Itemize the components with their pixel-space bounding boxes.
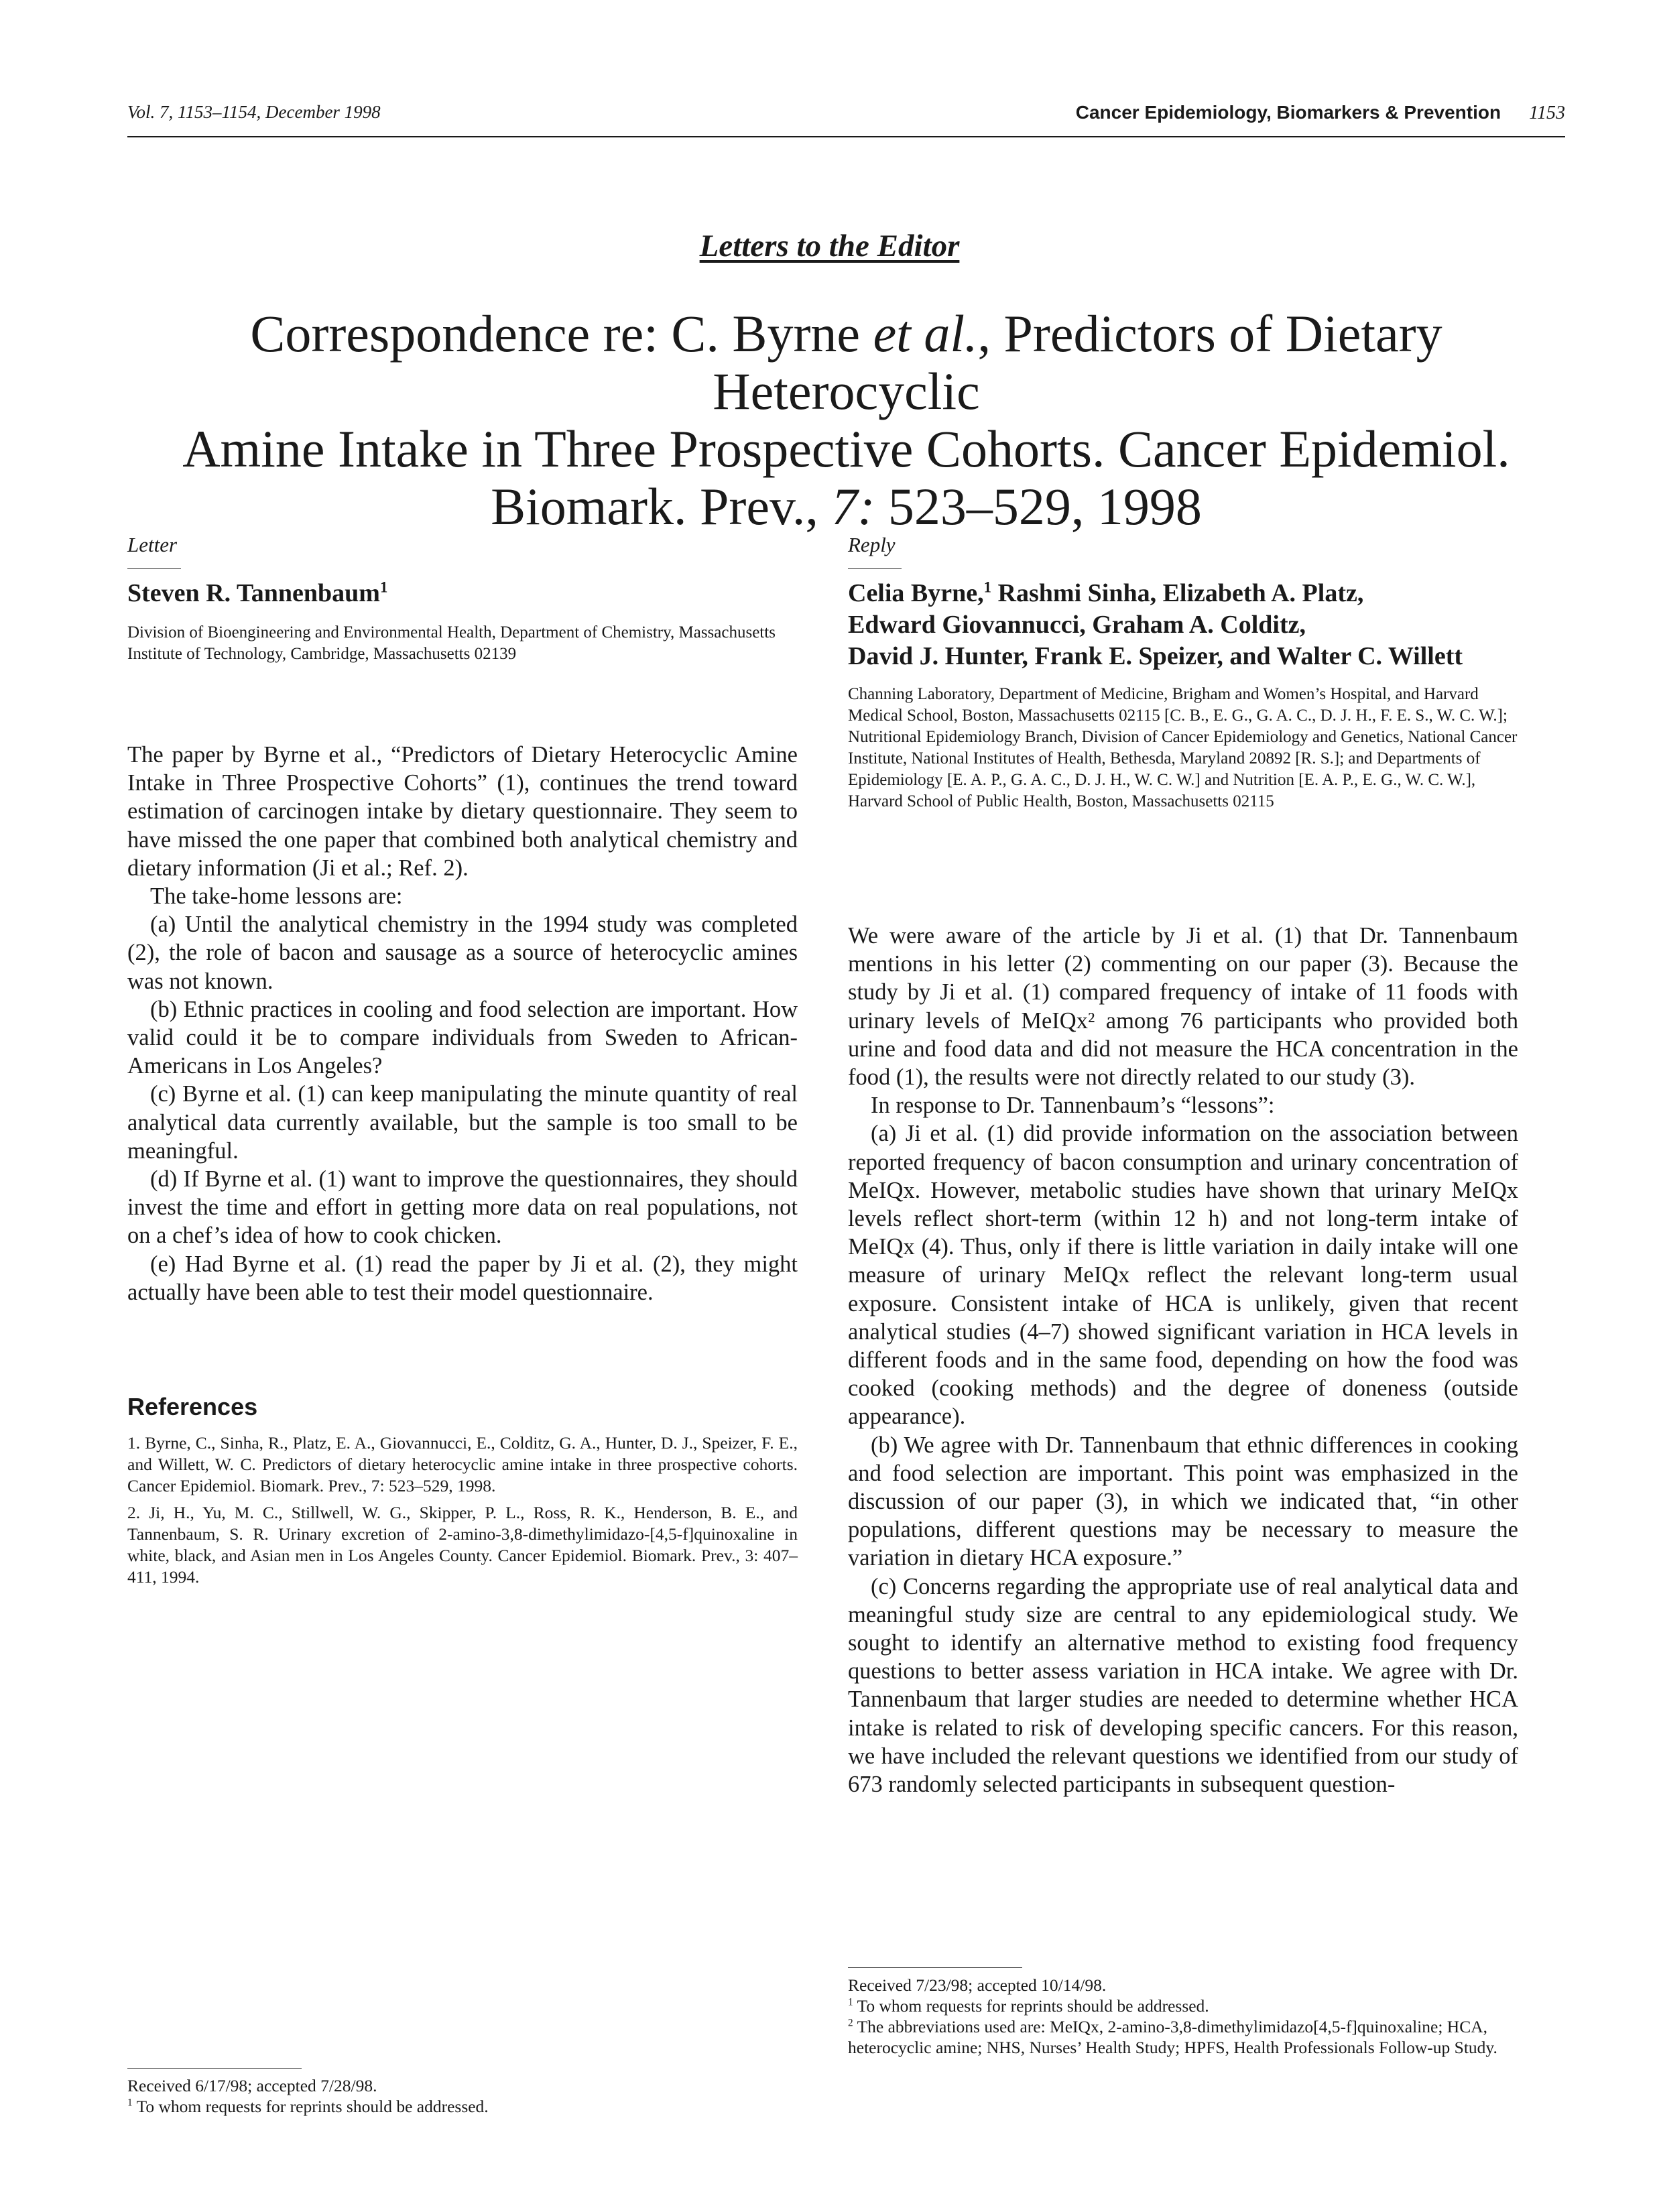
reply-author-line: Edward Giovannucci, Graham A. Colditz, [848, 611, 1306, 639]
letter-received-note: Received 6/17/98; accepted 7/28/98. [127, 2076, 377, 2095]
reply-label: Reply [848, 533, 896, 556]
reply-author-line: David J. Hunter, Frank E. Speizer, and Walter C. Willett [848, 642, 1463, 670]
reply-paragraph: (c) Concerns regarding the appropriate use of real analytical data and meaningful study size are central to any epidemiological study. We sought to identify an alternative method to existing food frequency questions to better assess variation in HCA intake. We agree with Dr. Tannenbaum that larger studies are needed to determine whether HCA intake is related to risk of developing specific cancers. For this reason, we have included the relevant questions we identified from our study of 673 randomly selected participants in subsequent question- [848, 1573, 1518, 1798]
reference-item: 1. Byrne, C., Sinha, R., Platz, E. A., Giovannucci, E., Colditz, G. A., Hunter, D. J., Speizer, F. E., and Willett, W. C. Predictors of dietary heterocyclic amine intake in three prospective cohorts. Cancer Epidemiol. Biomark. Prev., 7: 523–529, 1998. [127, 1433, 798, 1495]
reply-footnote-rule [848, 1967, 1022, 1968]
reply-authors [848, 578, 1518, 672]
letter-author: Steven R. Tannenbaum$^1$ [127, 578, 388, 607]
letter-paragraph: (b) Ethnic practices in cooling and food selection are important. How valid could it be to compare individuals from Sweden to African-Americans in Los Angeles? [127, 996, 798, 1079]
title-line-3: Biomark. Prev., 7: 523–529, 1998 [491, 477, 1202, 536]
letter-affiliation: Division of Bioengineering and Environmental Health, Department of Chemistry, Massachusetts Institute of Technology, Cambridge, Massachusetts 02139 [127, 623, 776, 663]
letter-paragraph: (e) Had Byrne et al. (1) read the paper by Ji et al. (2), they might actually have been able to test their model questionnaire. [127, 1251, 798, 1305]
reply-label-rule [848, 568, 902, 569]
title-line-2: Amine Intake in Three Prospective Cohorts. Cancer Epidemiol. [182, 420, 1510, 478]
reference-item: 2. Ji, H., Yu, M. C., Stillwell, W. G., Skipper, P. L., Ross, R. K., Henderson, B. E., and Tannenbaum, S. R. Urinary excretion of 2-amino-3,8-dimethylimidazo-[4,5-f]quinoxaline in white, black, and Asian men in Los Angeles County. Cancer Epidemiol. Biomark. Prev., 3: 407–411, 1994. [127, 1503, 798, 1587]
references-list [127, 1432, 798, 1593]
reply-author-line: Celia Byrne,$^1$ Rashmi Sinha, Elizabeth A. Platz, [848, 578, 1364, 607]
references-heading: References [127, 1393, 258, 1420]
reply-reprint-note: $^1$ To whom requests for reprints should be addressed. [848, 1996, 1209, 2016]
section-title: Letters to the Editor [699, 229, 960, 263]
reply-affiliation: Channing Laboratory, Department of Medicine, Brigham and Women’s Hospital, and Harvard Medical School, Boston, Massachusetts 02115 [C. B., E. G., G. A. C., D. J. H., F. E. S., W. C. W.]; Nutritional Epidemiology Branch, Division of Cancer Epidemiology and Genetics, National Cancer Institute, National Institutes of Health, Bethesda, Maryland 20892 [R. S.]; and Departments of Epidemiology [E. A. P., G. A. C., D. J. H., W. C. W.] and Nutrition [E. A. P., E. G., W. C. W.], Harvard School of Public Health, Boston, Massachusetts 02115 [848, 685, 1518, 810]
letter-label-rule [127, 568, 181, 569]
reply-paragraph: (b) We agree with Dr. Tannenbaum that ethnic differences in cooking and food selection are important. This point was emphasized in the discussion of our paper (3), in which we indicated that, “in other populations, different questions may be necessary to measure the variation in dietary HCA exposure.” [848, 1432, 1518, 1571]
page-number: 1153 [1529, 103, 1565, 123]
letter-body [127, 741, 798, 1306]
reply-abbreviations-note: $^2$ The abbreviations used are: MeIQx, 2-amino-3,8-dimethylimidazo[4,5-f]quinoxaline; HCA, heterocyclic amine; NHS, Nurses’ Health Study; HPFS, Health Professionals Follow-up Study. [848, 2017, 1497, 2057]
letter-paragraph: The take-home lessons are: [150, 883, 403, 910]
letter-paragraph: (a) Until the analytical chemistry in the 1994 study was completed (2), the role of bacon and sausage as a source of heterocyclic amines was not known. [127, 912, 798, 994]
letter-footnote-rule [127, 2068, 302, 2069]
letter-paragraph: The paper by Byrne et al., “Predictors of Dietary Heterocyclic Amine Intake in Three Prospective Cohorts” (1), continues the trend toward estimation of carcinogen intake by dietary questionnaire. They seem to have missed the one paper that combined both analytical chemistry and dietary information (Ji et al.; Ref. 2). [127, 742, 798, 881]
title-line-1: Correspondence re: C. Byrne et al., Predictors of Dietary Heterocyclic [250, 304, 1442, 420]
reply-body [848, 922, 1518, 1798]
reply-paragraph: (a) Ji et al. (1) did provide information on the association between reported frequency of bacon consumption and urinary concentration of MeIQx. However, metabolic studies have shown that urinary MeIQx levels reflect short-term (within 12 h) and not long-term intake of MeIQx (4). Thus, only if there is little variation in daily intake will one measure of urinary MeIQx reflect the relevant long-term usual exposure. Consistent intake of HCA is unlikely, given that recent analytical studies (4–7) showed significant variation in HCA levels in different foods and in the same food, depending on how the food was cooked (cooking methods) and the degree of doneness (outside appearance). [848, 1121, 1518, 1430]
running-header-volume: Vol. 7, 1153–1154, December 1998 [127, 102, 381, 122]
article-title [127, 305, 1565, 536]
letter-label: Letter [127, 533, 178, 556]
letter-paragraph: (c) Byrne et al. (1) can keep manipulating the minute quantity of real analytical data currently available, but the sample is too small to be meaningful. [127, 1081, 798, 1164]
running-header-journal [1066, 102, 1565, 124]
letter-paragraph: (d) If Byrne et al. (1) want to improve the questionnaires, they should invest the time and effort in getting more data on real populations, not on a chef’s idea of how to cook chicken. [127, 1166, 798, 1249]
journal-name: Cancer Epidemiology, Biomarkers & Prevention [1075, 102, 1501, 123]
letter-footnotes [127, 2075, 798, 2117]
reply-received-note: Received 7/23/98; accepted 10/14/98. [848, 1975, 1107, 1995]
letter-reprint-note: $^1$ To whom requests for reprints should be addressed. [127, 2097, 489, 2116]
reply-paragraph: We were aware of the article by Ji et al. (1) that Dr. Tannenbaum mentions in his letter (2) commenting on our paper (3). Because the study by Ji et al. (1) compared frequency of intake of 11 foods with urinary levels of MeIQx² among 76 participants who provided both urine and food data and did not measure the HCA concentration in the food (1), the results were not directly related to our study (3). [848, 923, 1518, 1091]
reply-paragraph: In response to Dr. Tannenbaum’s “lessons”: [871, 1093, 1275, 1119]
reply-footnotes [848, 1975, 1518, 2058]
header-rule [127, 136, 1565, 137]
